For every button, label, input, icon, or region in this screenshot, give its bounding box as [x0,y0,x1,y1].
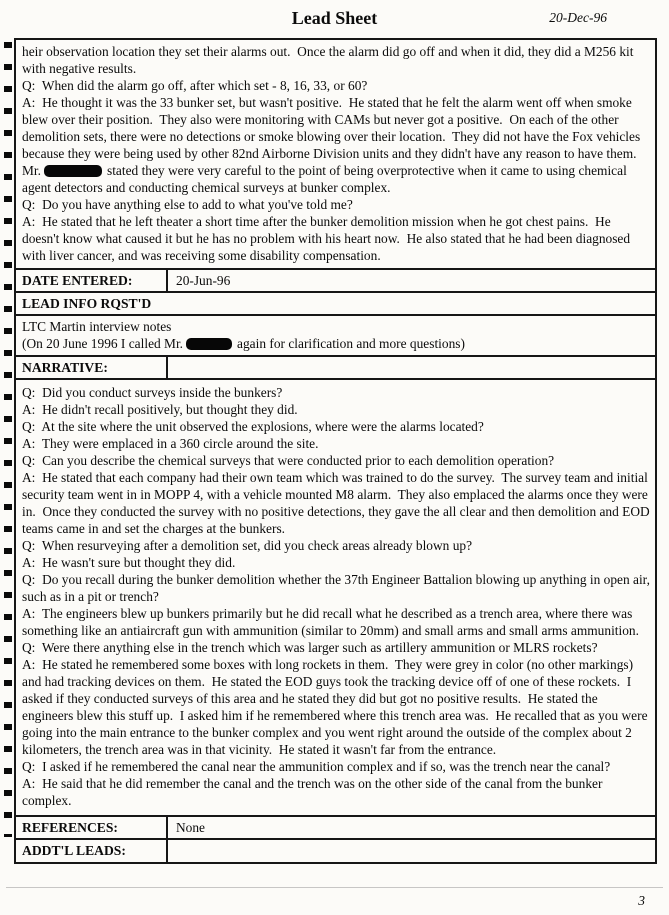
lead-info-text: again for clarification and more questions) [237,336,465,351]
qa-text: stated they were very careful to the point of being overprotective when it came to using chemical agent detectors and conducting chemical surveys at bunker complex. [22,163,631,195]
qa-line: Q: Do you have anything else to add to what you've told me? [22,197,353,212]
date-entered-row [16,270,655,293]
qa-line: A: He wasn't sure but thought they did. [22,555,236,570]
addtl-leads-row [16,840,655,862]
addtl-leads-label: ADDT'L LEADS: [16,840,168,862]
document-header [0,0,669,38]
lead-info-line [22,335,650,352]
lead-info-line: LTC Martin interview notes [22,319,172,334]
qa-line: A: He said that he did remember the canal and the trench was on the other side of the canal from the bunker complex. [22,776,606,808]
references-label: REFERENCES: [16,817,168,838]
lead-info-content [16,316,655,357]
qa-line: heir observation location they set their alarms out. Once the alarm did go off and when it did, they did a M256 kit with negative results. [22,44,637,76]
references-row [16,817,655,840]
qa-text: A: He thought it was the 33 bunker set, but wasn't positive. He stated that he felt the alarm went off when smoke blew over their position. They also were monitoring with CAMs but never got a positive. On each of the other demolition sets, there were no detections or smoke blowing over their location. They did not have the Fox vehicles because they were being used by other 82nd Airborne Division units and they didn't have any reason to have them. Mr. [22,95,644,178]
qa-line: Q: When did the alarm go off, after which set - 8, 16, 33, or 60? [22,78,368,93]
qa-line: Q: Did you conduct surveys inside the bunkers? [22,385,283,400]
qa-line: Q: Were there anything else in the trench which was larger such as artillery ammunition or MLRS rockets? [22,640,598,655]
lead-info-label: LEAD INFO RQST'D [22,296,152,311]
qa-line: Q: Do you recall during the bunker demolition whether the 37th Engineer Battalion blowing up anything in open air, such as in a pit or trench? [22,572,654,604]
qa-line: A: He stated that he left theater a short time after the bunker demolition mission when he got chest pains. He doesn't know what caused it but he has no problem with his heart now. He also stated that he had been diagnosed with liver cancer, and was receiving some disability compensation. [22,214,634,263]
qa-line: A: He stated that each company had their own team which was trained to do the survey. The survey team and initial security team went in in MOPP 4, with a vehicle mounted M8 alarm. They also emplaced the alarms once they were in. Once they conducted the survey with no positive detections, they gave the all clear and then demolition and EOD teams came in and set the charges at the bunkers. [22,470,654,536]
qa-line: Q: I asked if he remembered the canal near the ammunition complex and if so, was the trench near the canal? [22,759,611,774]
addtl-leads-value [168,840,655,862]
narrative-label: NARRATIVE: [16,357,168,378]
narrative-label-row [16,357,655,380]
redaction-bar [186,338,232,350]
narrative-block [16,380,655,817]
date-entered-label: DATE ENTERED: [16,270,168,291]
lead-info-text: (On 20 June 1996 I called Mr. [22,336,184,351]
qa-line: Q: Can you describe the chemical surveys that were conducted prior to each demolition operation? [22,453,555,468]
continued-qa-block [16,40,655,270]
date-entered-value: 20-Jun-96 [176,273,231,288]
redaction-bar [44,165,102,177]
qa-line: Q: When resurveying after a demolition set, did you check areas already blown up? [22,538,473,553]
footer-rule [6,887,663,888]
document-date: 20-Dec-96 [549,10,607,25]
qa-line: A: He stated he remembered some boxes with long rockets in them. They were grey in color (no other markings) and had tracking devices on them. He stated the EOD guys took the tracking device off of one of these rockets. I asked if they conducted surveys of this area and he stated they did but got no positive results. He stated the engineers blew this stuff up. I asked him if he remembered where this trench area was. He recalled that as you were going into the main entrance to the bunker complex and you went right around the outside of the complex about 2 kilometers, the trench area was in that vicinity. He stated it wasn't far from the entrance. [22,657,651,757]
scan-artifact-marks [4,42,12,837]
qa-line [22,94,650,196]
narrative-label-value [168,357,655,378]
qa-line: A: They were emplaced in a 360 circle around the site. [22,436,319,451]
page-number: 3 [638,893,645,908]
qa-line: Q: At the site where the unit observed the explosions, where were the alarms located? [22,419,484,434]
qa-line: A: The engineers blew up bunkers primarily but he did recall what he described as a trench area, where there was something like an antiaircraft gun with ammunition (similar to 20mm) and small arms and small arms ammunition. [22,606,639,638]
references-value: None [176,820,206,835]
document-title: Lead Sheet [291,8,378,28]
lead-sheet-table [14,38,657,864]
lead-info-row [16,293,655,316]
qa-line: A: He didn't recall positively, but thought they did. [22,402,298,417]
